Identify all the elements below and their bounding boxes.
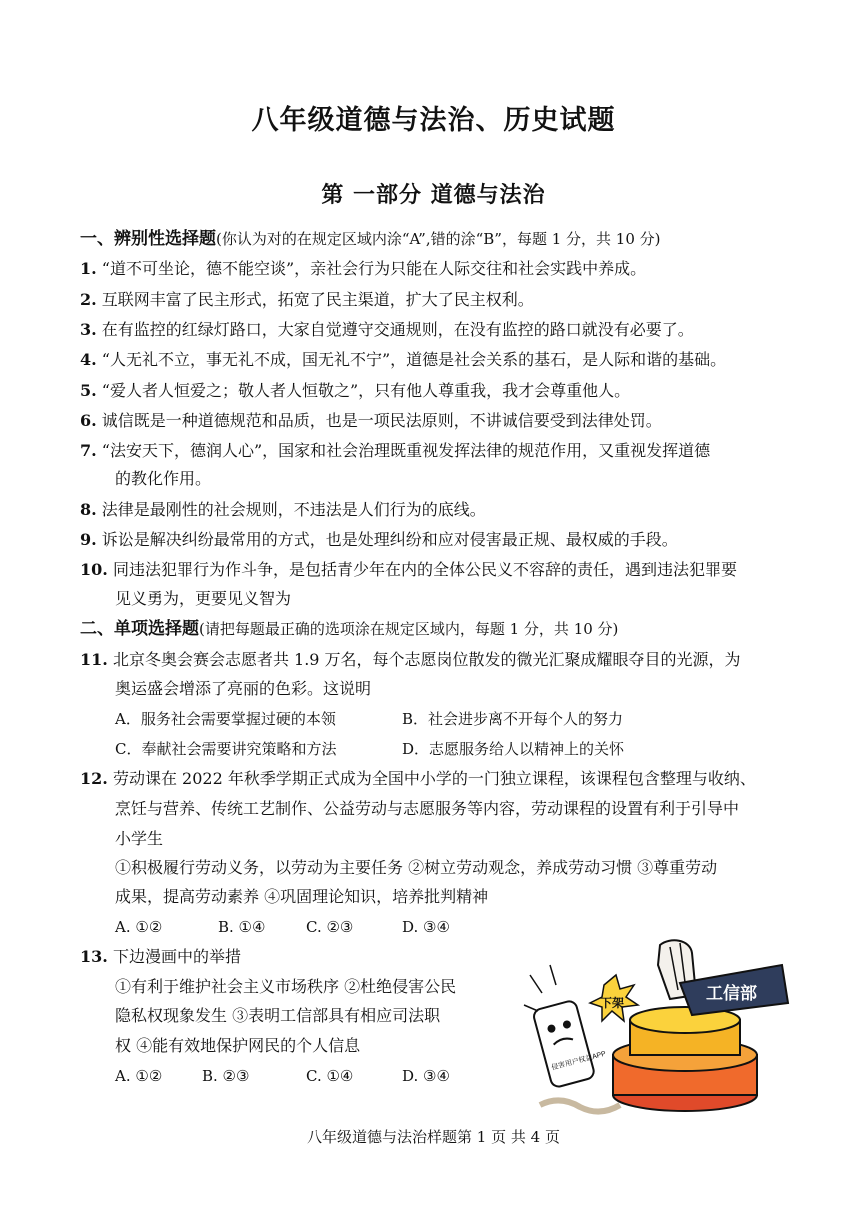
option-d: D．志愿服务给人以精神上的关怀 [402,740,625,758]
question-text: “人无礼不立，事无礼不成，国无礼不宁”，道德是社会关系的基石，是人际和谐的基础。 [101,350,727,369]
question-number: 1. [80,259,97,278]
question-text: 互联网丰富了民主形式，拓宽了民主渠道，扩大了民主权利。 [101,290,534,309]
question-1 [80,259,646,279]
question-2 [80,290,534,310]
question-text: “法安天下，德润人心”，国家和社会治理既重视发挥法律的规范作用，又重视发挥道德 [101,441,711,460]
question-number: 8. [80,500,97,519]
question-text: 劳动课在 2022 年秋季学期正式成为全国中小学的一门独立课程，该课程包含整理与收纳、 [112,769,756,788]
page-footer: 八年级道德与法治样题第 1 页 共 4 页 [307,1128,560,1146]
question-4 [80,350,726,370]
section2-heading-row [80,619,618,639]
page-title: 八年级道德与法治、历史试题 [251,105,616,136]
section2-heading: 二、单项选择题 [80,619,199,639]
question-text: “爱人者人恒爱之；敬人者人恒敬之”，只有他人尊重我，我才会尊重他人。 [101,381,631,400]
remove-label: 下架 [600,996,625,1010]
question-number: 4. [80,350,97,369]
question-number: 2. [80,290,97,309]
question-text: 诉讼是解决纠纷最常用的方式，也是处理纠纷和应对侵害最正规、最权威的手段。 [101,530,678,549]
question-number: 5. [80,381,97,400]
question-number: 3. [80,320,97,339]
option-a: A. ①② [115,1067,163,1085]
question-3 [80,320,694,340]
question-number: 10. [80,560,108,579]
option-b: B. ①④ [218,918,266,936]
question-number: 6. [80,411,97,430]
question-11 [80,650,741,670]
option-c: C. ①④ [306,1067,354,1085]
question-text: 法律是最刚性的社会规则，不违法是人们行为的底线。 [101,500,486,519]
question-number: 9. [80,530,97,549]
question-12-cont: 烹饪与营养、传统工艺制作、公益劳动与志愿服务等内容，劳动课程的设置有利于引导中 [115,799,740,818]
question-12-statements: ①积极履行劳动义务，以劳动为主要任务 ②树立劳动观念，养成劳动习惯 ③尊重劳动 [115,858,718,877]
question-13-statements: 权 ④能有效地保护网民的个人信息 [115,1036,361,1055]
option-c: C．奉献社会需要讲究策略和方法 [115,740,337,758]
question-12-statements: 成果，提高劳动素养 ④巩固理论知识，培养批判精神 [115,887,489,906]
question-text: 在有监控的红绿灯路口，大家自觉遵守交通规则，在没有监控的路口就没有必要了。 [101,320,694,339]
question-number: 12. [80,769,108,788]
dust-cloud [540,1100,620,1111]
ministry-label: 工信部 [706,984,757,1003]
phone-label: 侵害用户权益APP [550,1050,607,1072]
question-12 [80,769,756,789]
question-text: 同违法犯罪行为作斗争，是包括青少年在内的全体公民义不容辞的责任，遇到违法犯罪要 [112,560,737,579]
option-c: C. ②③ [306,918,354,936]
section1-heading: 一、辨别性选择题 [80,229,216,249]
question-12-cont: 小学生 [115,829,164,848]
part-title: 第 一部分 道德与法治 [321,182,546,208]
section2-note: (请把每题最正确的选项涂在规定区域内，每题 1 分，共 10 分) [199,620,619,638]
question-9 [80,530,678,550]
question-10 [80,560,737,580]
section1-heading-row [80,229,661,249]
question-number: 13. [80,947,108,966]
option-b: B. ②③ [202,1067,250,1085]
cartoon-illustration [520,935,790,1120]
question-13 [80,947,241,967]
question-10-cont: 见义勇为，更要见义智为 [115,589,292,608]
question-13-statements: ①有利于维护社会主义市场秩序 ②杜绝侵害公民 [115,977,457,996]
question-number: 7. [80,441,97,460]
option-d: D. ③④ [402,918,450,936]
section1-note: (你认为对的在规定区域内涂“A”,错的涂“B”，每题 1 分，共 10 分) [216,230,661,248]
option-d: D. ③④ [402,1067,450,1085]
question-number: 11. [80,650,108,669]
option-a: A. ①② [115,918,163,936]
option-b: B．社会进步离不开每个人的努力 [402,710,624,728]
motion-lines [524,965,556,1011]
question-11-cont: 奥运盛会增添了亮丽的色彩。这说明 [115,679,372,698]
question-text: 北京冬奥会赛会志愿者共 1.9 万名，每个志愿岗位散发的微光汇聚成耀眼夺目的光源，为 [112,650,741,669]
question-7-cont: 的教化作用。 [115,469,212,488]
question-text: 下边漫画中的举措 [112,947,241,966]
option-a: A．服务社会需要掌握过硬的本领 [115,710,336,728]
question-5 [80,381,630,401]
question-text: “道不可坐论，德不能空谈”，亲社会行为只能在人际交往和社会实践中养成。 [101,259,647,278]
question-13-statements: 隐私权现象发生 ③表明工信部具有相应司法职 [115,1006,441,1025]
question-text: 诚信既是一种道德规范和品质，也是一项民法原则，不讲诚信要受到法律处罚。 [101,411,662,430]
question-6 [80,411,662,431]
question-8 [80,500,486,520]
question-7 [80,441,710,461]
